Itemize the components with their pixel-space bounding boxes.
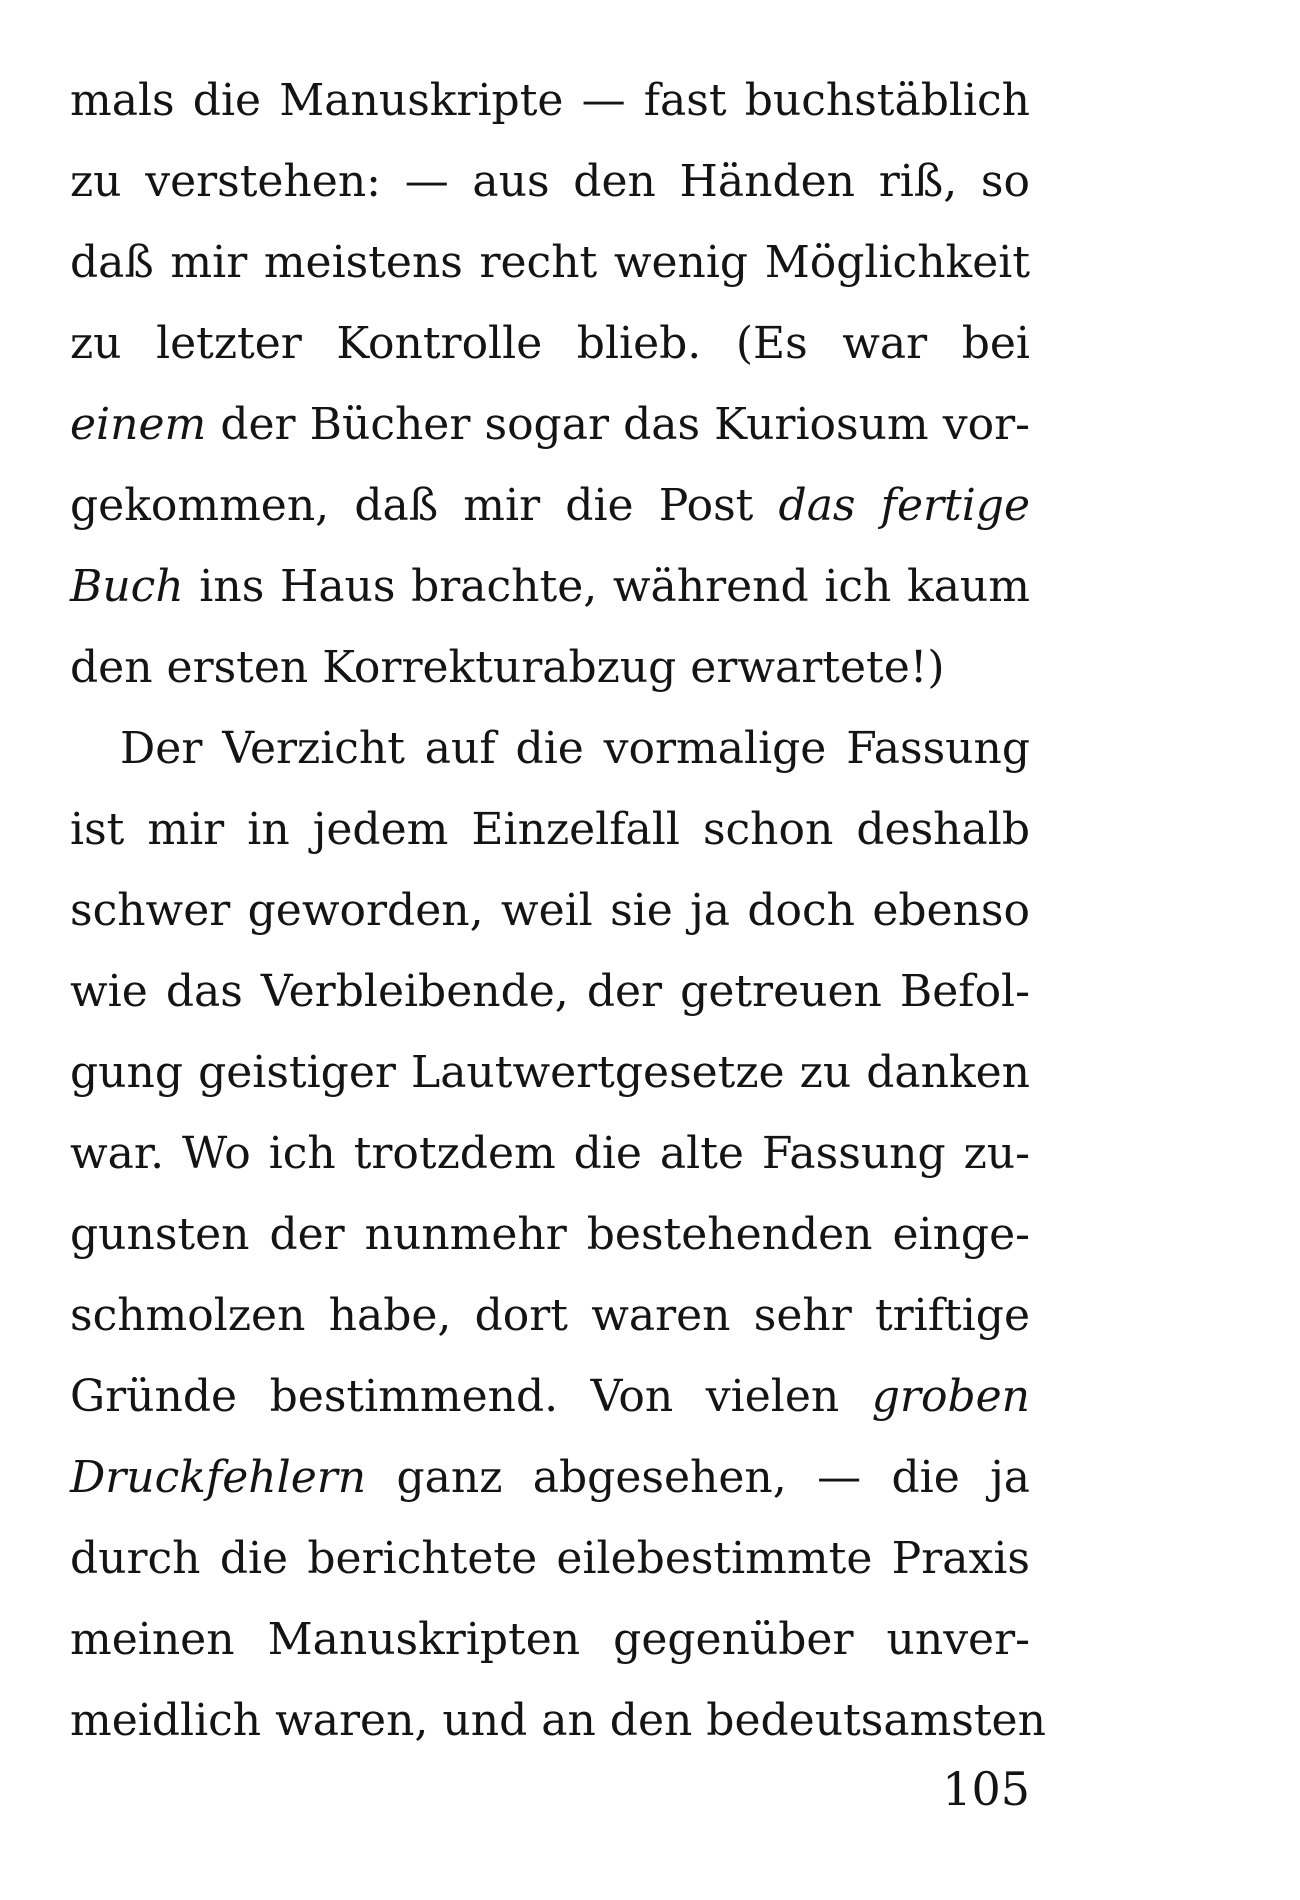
text-line: schwer geworden, weil sie ja doch ebenso <box>70 885 1030 936</box>
body-text <box>70 60 1046 1761</box>
text-line: schmolzen habe, dort waren sehr triftige <box>70 1290 1030 1341</box>
paragraph-start-line: Der Verzicht auf die vormalige Fassung <box>120 723 1030 774</box>
text-line <box>70 546 1030 627</box>
text-line: durch die berichtete eilebestimmte Praxis <box>70 1533 1030 1584</box>
line-text: Gründe bestimmend. Von vielen <box>70 1371 872 1422</box>
text-line <box>70 1356 1030 1437</box>
text-line: gung geistiger Lautwertgesetze zu danken <box>70 1047 1030 1098</box>
text-line: mals die Manuskripte — fast buchstäblich <box>70 75 1030 126</box>
emphasis: Buch <box>70 561 184 612</box>
text-line: daß mir meistens recht wenig Möglichkeit <box>70 237 1030 288</box>
line-text: der Bücher sogar das Kuriosum vor- <box>206 399 1030 450</box>
text-line: wie das Verbleibende, der getreuen Befol- <box>70 966 1030 1017</box>
emphasis: das fertige <box>778 480 1031 531</box>
line-text: ganz abgesehen, — die ja <box>366 1452 1030 1503</box>
page-number: 105 <box>942 1762 1030 1816</box>
text-line <box>70 465 1030 546</box>
line-text: ins Haus brachte, während ich kaum <box>183 561 1030 612</box>
paragraph-end-line: den ersten Korrekturabzug erwartete!) <box>70 642 945 693</box>
emphasis: groben <box>871 1371 1030 1422</box>
text-line: gunsten der nunmehr bestehenden einge- <box>70 1209 1030 1260</box>
emphasis: Druckfehlern <box>70 1452 367 1503</box>
text-line: war. Wo ich trotzdem die alte Fassung zu- <box>70 1128 1030 1179</box>
text-line: meidlich waren, und an den bedeutsamsten <box>70 1695 1046 1746</box>
text-line <box>70 384 1030 465</box>
text-line: meinen Manuskripten gegenüber unver- <box>70 1614 1030 1665</box>
line-text: gekommen, daß mir die Post <box>70 480 779 531</box>
text-line <box>70 1437 1030 1518</box>
text-line: ist mir in jedem Einzelfall schon deshalb <box>70 804 1030 855</box>
text-line: zu verstehen: — aus den Händen riß, so <box>70 156 1030 207</box>
emphasis: einem <box>70 399 207 450</box>
text-line: zu letzter Kontrolle blieb. (Es war bei <box>70 318 1030 369</box>
